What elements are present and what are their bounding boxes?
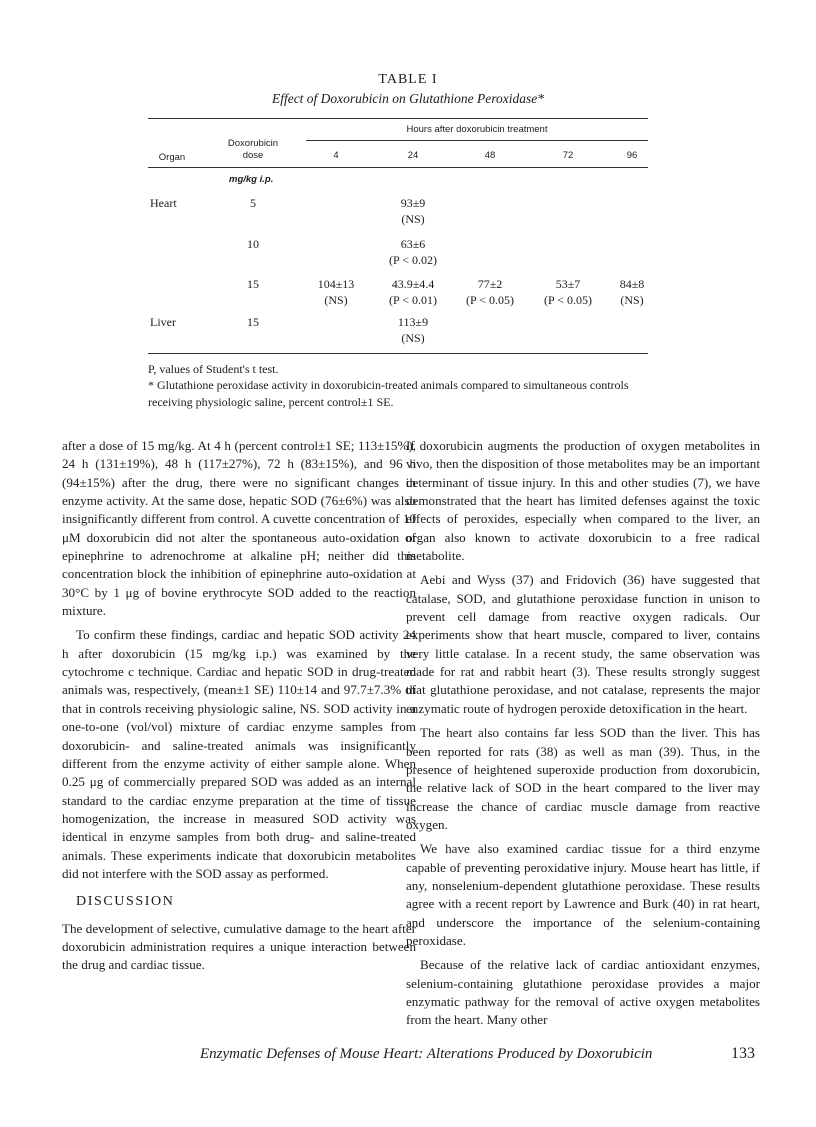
row-dose: 10 [247, 237, 259, 251]
col-header-hour: 96 [626, 150, 638, 161]
row-dose: 15 [247, 315, 259, 329]
row-organ: Liver [150, 315, 176, 329]
paragraph: Because of the relative lack of cardiac antioxidant enzymes, selenium-containing glutathione peroxidase provides a major enzymatic pathway for the removal of active oxygen metabolites from the heart. Many other [406, 957, 760, 1028]
table-cell: 113±9 [397, 315, 429, 329]
col-header-dose-2: dose [242, 150, 264, 161]
paragraph: The development of selective, cumulative damage to the heart after doxorubicin administration requires a unique interaction between the drug and cardiac tissue. [62, 920, 416, 973]
table-title: TABLE I [378, 72, 438, 87]
table-cell: 93±9 [400, 196, 426, 210]
table-subtitle: Effect of Doxorubicin on Glutathione Peroxidase* [271, 91, 545, 106]
col-header-hour: 24 [407, 150, 419, 161]
table-cell-p: (NS) [620, 293, 644, 307]
paragraph: To confirm these findings, cardiac and hepatic SOD activity 24 h after doxorubicin (15 mg/kg i.p.) was examined by the cytochrome c technique. Cardiac and hepatic SOD in drug-treated animals was, respectively, (mean±1 SE) 110±14 and 97.7±7.3% of that in controls receiving physiologic saline, NS. SOD activity in a one-to-one (vol/vol) mixture of cardiac enzyme samples from doxorubicin- and saline-treated animals was insignificantly different from the enzyme activity of either sample alone. When 0.25 μg of commercially prepared SOD was added as an internal standard to the cardiac enzyme preparation at the time of tissue homogenization, the increase in measured SOD activity was identical in enzyme samples from both drug- and saline-treated animals. These experiments indicate that doxorubicin metabolites did not interfere with the SOD assay as performed. [62, 627, 416, 881]
paragraph: We have also examined cardiac tissue for a third enzyme capable of preventing peroxidative injury. Mouse heart has little, if any, nonselenium-dependent glutathione peroxidase. These results agree with a recent report by Lawrence and Burk (40) in rat heart, and underscore the importance of the selenium-containing peroxidase. [406, 841, 760, 948]
section-heading: DISCUSSION [76, 894, 175, 910]
col-header-hour: 4 [333, 150, 339, 161]
paragraph: If doxorubicin augments the production of oxygen metabolites in vivo, then the disposition of those metabolites may be an important determinant of tissue injury. In this and other studies (7), we have demonstrated that the heart has limited defenses against the toxic effects of peroxides, especially when compared to the liver, an organ also known to activate doxorubicin to a free radical metabolite. [406, 438, 760, 564]
table-cell: 84±8 [619, 277, 645, 291]
table-cell: 104±13 [317, 277, 355, 291]
left-column [62, 437, 416, 975]
col-header-hour: 72 [562, 150, 574, 161]
table-cell-p: (P < 0.02) [389, 253, 437, 267]
header-bottom-rule [148, 167, 648, 168]
table-cell: 43.9±4.4 [391, 277, 435, 291]
table-cell-p: (NS) [401, 212, 425, 226]
table-cell-p: (NS) [401, 331, 425, 345]
row-organ: Heart [150, 196, 177, 210]
table-bottom-rule [148, 353, 648, 354]
hours-spanner: Hours after doxorubicin treatment [406, 124, 548, 135]
right-column [406, 437, 760, 1030]
table-cell-p: (P < 0.01) [389, 293, 437, 307]
table-cell: 53±7 [555, 277, 581, 291]
table-cell-p: (P < 0.05) [466, 293, 514, 307]
table-cell-p: (NS) [324, 293, 348, 307]
col-header-hour: 48 [484, 150, 496, 161]
table-cell-p: (P < 0.05) [544, 293, 592, 307]
table-cell: 77±2 [477, 277, 503, 291]
paragraph: Aebi and Wyss (37) and Fridovich (36) have suggested that catalase, SOD, and glutathione peroxidase function in unison to prevent cell damage from reactive oxygen radicals. Our experiments show that heart muscle, compared to liver, contains very little catalase. In a recent study, the same observation was made for rat and rabbit heart (3). These results strongly suggest that glutathione peroxidase, and not catalase, represents the major enzymatic route of hydrogen peroxide detoxification in the heart. [406, 572, 760, 716]
dose-units: mg/kg i.p. [229, 174, 274, 185]
table-footnote-star: * Glutathione peroxidase activity in doxorubicin-treated animals compared to simultaneous controls receiving physiologic saline, percent control±1 SE. [148, 378, 629, 409]
running-head: Enzymatic Defenses of Mouse Heart: Alterations Produced by Doxorubicin [200, 1046, 653, 1062]
col-header-organ: Organ [158, 152, 186, 163]
row-dose: 5 [250, 196, 256, 210]
row-dose: 15 [247, 277, 259, 291]
paragraph: The heart also contains far less SOD than the liver. This has been reported for rats (38) as well as man (39). Thus, in the presence of heightened superoxide production from doxorubicin, the relative lack of SOD in the heart compared to the liver may increase the chance of cardiac muscle damage from reactive oxygen. [406, 725, 760, 832]
page-number: 133 [731, 1045, 755, 1062]
table-cell: 63±6 [400, 237, 426, 251]
table-footnote-p: P, values of Student's t test. [148, 362, 279, 376]
col-header-dose-1: Doxorubicin [227, 138, 279, 149]
spanner-rule [306, 140, 648, 141]
table-top-rule [148, 118, 648, 119]
paragraph: after a dose of 15 mg/kg. At 4 h (percent control±1 SE; 113±15%), 24 h (131±19%), 48 h (117±27%), 72 h (83±15%), and 96 h (94±15%) after the drug, there were no significant changes in enzyme activity. At the same dose, hepatic SOD (76±6%) was also insignificantly different from control. A cuvette concentration of 10 μM doxorubicin did not alter the spontaneous auto-oxidation of epinephrine to adrenochrome at alkaline pH; neither did this concentration block the inhibition of epinephrine auto-oxidation at 30°C by 1 μg of bovine erythrocyte SOD added to the reaction mixture. [62, 438, 416, 619]
